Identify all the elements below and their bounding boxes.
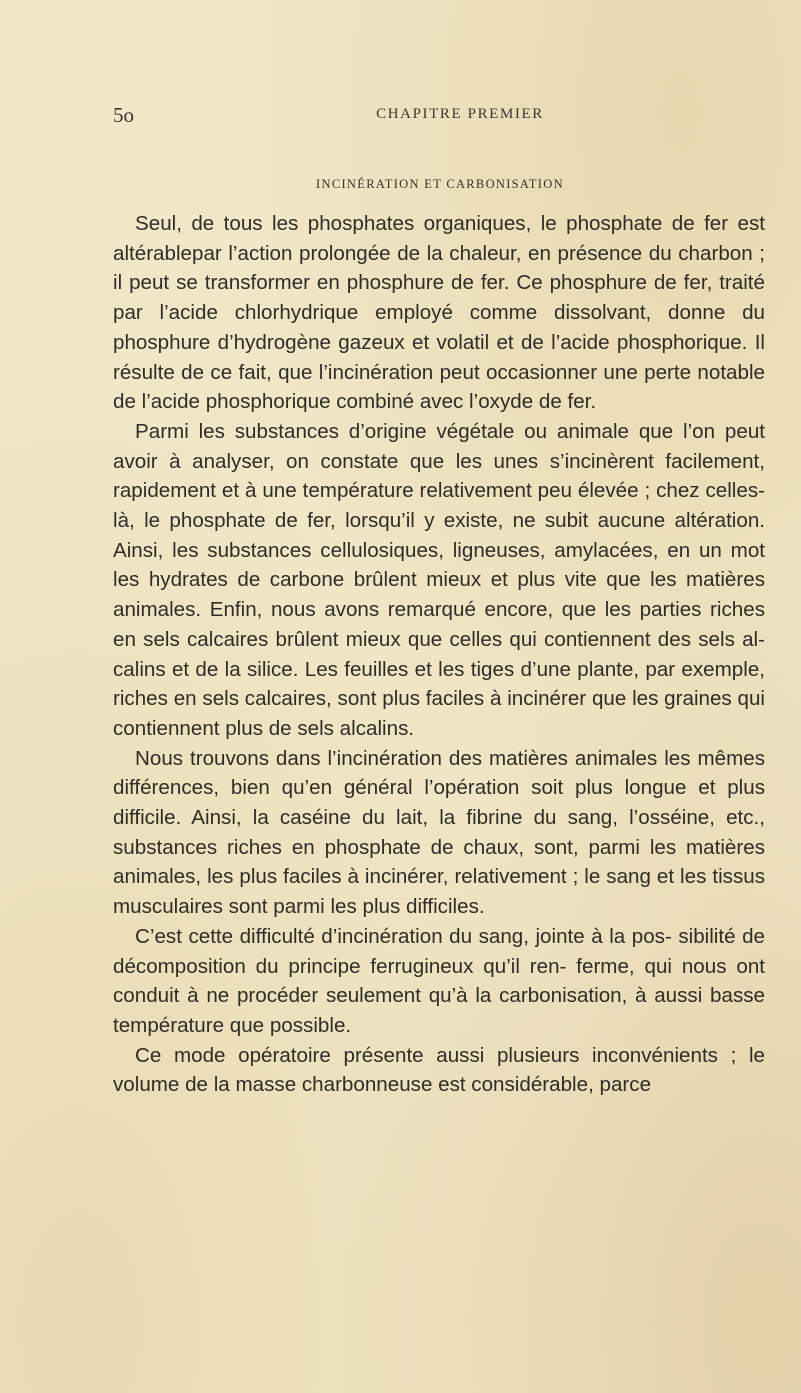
paragraph: C’est cette difficulté d’incinération du sang, jointe à la pos- sibilité de décomposition du principe ferrugineux qu’il ren- ferme, qui nous ont conduit à ne procéder seulement qu’à la carbonisation, à aussi basse température que possible. — [113, 924, 765, 1037]
paragraph: Parmi les substances d’origine végétale ou animale que l’on peut avoir à analyser, on constate que les unes s’incinèrent facilement, rapidement et à une température relativement peu élevée ; chez celles-là, le phosphate de fer, lorsqu’il y existe, ne subit aucune altération. Ainsi, les substances cellulosiques, ligneuses, amylacées, en un mot les hydrates de carbone brûlent mieux et plus vite que les matières animales. Enfin, nous avons remarqué encore, que les parties riches en sels calcaires brûlent mieux que celles qui contiennent des sels al- calins et de la silice. Les feuilles et les tiges d’une plante, par exemple, riches en sels calcaires, sont plus faciles à incinérer que les graines qui contiennent plus de sels alcalins. — [113, 419, 765, 740]
section-title: INCINÉRATION ET CARBONISATION — [316, 177, 564, 191]
paragraph: Seul, de tous les phosphates organiques, le phosphate de fer est altérablepar l’action prolongée de la chaleur, en présence du charbon ; il peut se transformer en phosphure de fer. Ce phosphure de fer, traité par l’acide chlorhydrique employé comme dissolvant, donne du phosphure d’hydrogène gazeux et volatil et de l’acide phosphorique. Il résulte de ce fait, que l’incinération peut occasionner une perte notable de l’acide phosphorique combiné avec l’oxyde de fer. — [113, 212, 765, 414]
paragraph: Ce mode opératoire présente aussi plusieurs inconvénients ; le volume de la masse charbonneuse est considérable, parce — [113, 1043, 765, 1097]
paragraph: Nous trouvons dans l’incinération des matières animales les mêmes différences, bien qu’en général l’opération soit plus longue et plus difficile. Ainsi, la caséine du lait, la fibrine du sang, l’osséine, etc., substances riches en phosphate de chaux, sont, parmi les matières animales, les plus faciles à incinérer, relativement ; le sang et les tissus musculaires sont parmi les plus difficiles. — [113, 746, 765, 919]
chapter-title: CHAPITRE PREMIER — [376, 106, 544, 122]
body-text — [113, 209, 765, 1100]
page-number: 5o — [113, 103, 134, 127]
running-head — [113, 103, 767, 129]
